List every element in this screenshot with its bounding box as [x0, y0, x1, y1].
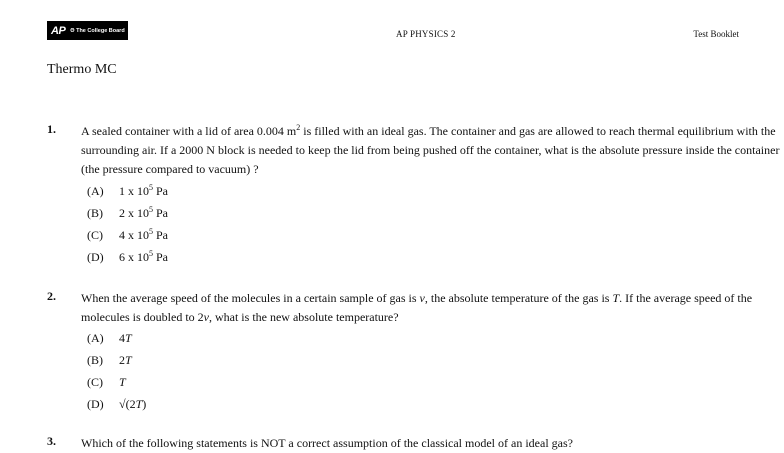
- page-title: Thermo MC: [47, 62, 117, 77]
- page-header: [0, 0, 784, 50]
- answer-choice-b[interactable]: (B) 2T: [87, 353, 132, 367]
- answer-choice-d[interactable]: (D) √(2T): [87, 397, 147, 411]
- answer-choice-d[interactable]: (D) 6 x $10^5$ Pa: [87, 249, 168, 264]
- question-number: 3.: [47, 434, 56, 448]
- header-subject: AP PHYSICS 2: [396, 29, 456, 39]
- answer-choice-c[interactable]: (C) 4 x $10^5$ Pa: [87, 227, 168, 242]
- question-text: When the average speed of the molecules in a certain sample of gas is v, the absolute temperature of the gas is T. If the average speed of the molecules is doubled to 2v, what is the new absolute temperature?: [81, 291, 753, 324]
- question-text: A sealed container with a lid of area 0.004 $m^2$ is filled with an ideal gas. The container and gas are allowed to reach thermal equilibrium with the surrounding air. If a 2000 N block is needed to keep the lid from being pushed off the container, what is the absolute pressure inside the container (the pressure compared to vacuum) ?: [81, 123, 780, 176]
- ap-college-board-logo: [47, 21, 128, 40]
- header-booklet-label: Test Booklet: [693, 29, 739, 39]
- question-text: Which of the following statements is NOT a correct assumption of the classical model of an ideal gas?: [81, 436, 573, 450]
- question-number: 2.: [47, 289, 56, 303]
- answer-choice-c[interactable]: (C) T: [87, 375, 126, 389]
- logo-brand-text: Θ The College Board: [70, 27, 125, 34]
- answer-choice-a[interactable]: (A) 4T: [87, 331, 132, 345]
- answer-choice-b[interactable]: (B) 2 x $10^5$ Pa: [87, 205, 168, 220]
- answer-choice-a[interactable]: (A) 1 x $10^5$ Pa: [87, 183, 168, 198]
- question-number: 1.: [47, 122, 56, 136]
- logo-ap-text: AP: [51, 24, 66, 37]
